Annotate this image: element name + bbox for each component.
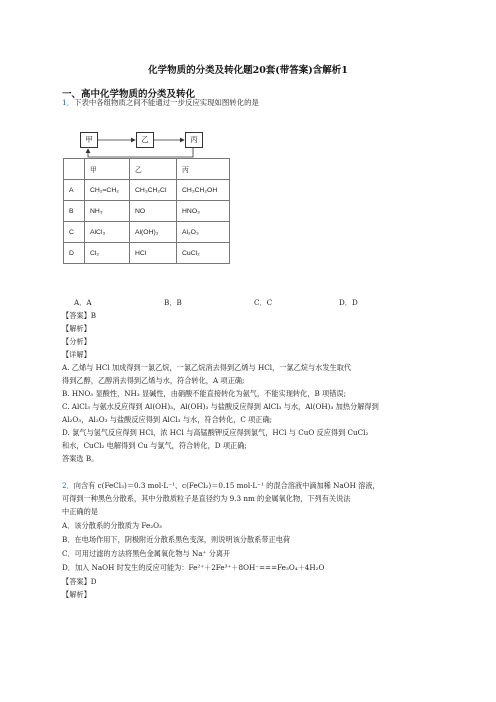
table-header-row bbox=[64, 159, 230, 180]
jiexi-label: 【解析】 bbox=[62, 324, 91, 333]
table-row bbox=[64, 222, 230, 243]
table-cell: C bbox=[64, 222, 85, 243]
question-2-jiexi: 【解析】 bbox=[62, 590, 91, 599]
table-cell: CH₃CH₂OH bbox=[177, 180, 230, 201]
table-cell: A bbox=[64, 180, 85, 201]
options-table bbox=[63, 158, 230, 264]
detail-line: A. 乙烯与 HCl 加成得到一氯乙烷，一氯乙烷消去得到乙烯与 HCl，一氯乙烷与水发生取代 bbox=[62, 363, 352, 372]
question-2-option-b: B．在电场作用下，阴极附近分散系黑色变深，则说明该分散系带正电荷 bbox=[62, 535, 291, 544]
table-row bbox=[64, 201, 230, 222]
option-b: B．B bbox=[164, 298, 182, 307]
option-d: D．D bbox=[339, 298, 358, 307]
option-c: C．C bbox=[254, 298, 273, 307]
question-2-option-d: D．加入 NaOH 时发生的反应可能为：Fe²⁺＋2Fe³⁺＋8OH⁻===Fe₃O₄＋4H₂O bbox=[62, 563, 325, 572]
question-2-stem bbox=[62, 481, 380, 491]
detail-line: 和水，CuCl₂ 电解得到 Cu 与氯气，符合转化，D 项正确; bbox=[62, 441, 247, 450]
fenxi-label: 【分析】 bbox=[62, 337, 91, 346]
detail-line: Al₂O₃，Al₂O₃ 与盐酸反应得到 AlCl₃ 与水，符合转化，C 项正确; bbox=[62, 415, 273, 424]
section-heading: 一、高中化学物质的分类及转化 bbox=[62, 89, 196, 100]
table-cell: CH₂=CH₂ bbox=[85, 180, 130, 201]
question-2-text-line: 可得到一种黑色分散系，其中分散质粒子是直径约为 9.3 nm 的金属氧化物，下列有关说法 bbox=[62, 494, 351, 503]
table-cell bbox=[64, 159, 85, 180]
box-yi: 乙 bbox=[136, 132, 154, 148]
detail-line: B. HNO₃ 显酸性，NH₃ 显碱性，由硝酸不能直接转化为氨气，不能实现转化，B 项错误; bbox=[62, 389, 346, 398]
option-a: A．A bbox=[74, 298, 92, 307]
detail-line: 得到乙醇，乙醇消去得到乙烯与水，符合转化，A 项正确; bbox=[62, 376, 245, 385]
question-2-option-c: C．可用过滤的方法将黑色金属氧化物与 Na⁺ 分离开 bbox=[62, 549, 231, 558]
table-cell: CuCl₂ bbox=[177, 243, 230, 264]
question-2-text-line: 中正确的是 bbox=[62, 507, 98, 516]
question-2-text: 向含有 c(FeCl₃)＝0.3 mol·L⁻¹、c(FeCl₂)＝0.15 mol·L⁻¹ 的混合溶液中滴加稀 NaOH 溶液， bbox=[73, 481, 380, 490]
detail-line: 答案选 B。 bbox=[62, 454, 99, 463]
table-cell: HNO₃ bbox=[177, 201, 230, 222]
table-row bbox=[64, 180, 230, 201]
table-cell: 乙 bbox=[130, 159, 177, 180]
question-2-number: 2． bbox=[62, 481, 74, 490]
table-cell: Al(OH)₃ bbox=[130, 222, 177, 243]
table-cell: NO bbox=[130, 201, 177, 222]
answer-label: 【答案】B bbox=[62, 311, 97, 320]
detail-line: D. 氯气与氢气反应得到 HCl，浓 HCl 与高锰酸钾反应得到氯气，HCl 与 CuO 反应得到 CuCl₂ bbox=[62, 428, 369, 437]
question-1-text: 下表中各组物质之间不能通过一步反应实现如图转化的是 bbox=[74, 98, 259, 107]
table-cell: CH₃CH₂Cl bbox=[130, 180, 177, 201]
page-title: 化学物质的分类及转化题20套(带答案)含解析1 bbox=[148, 65, 348, 76]
table-row bbox=[64, 243, 230, 264]
xiangjie-label: 【详解】 bbox=[62, 350, 91, 359]
question-1-stem bbox=[62, 98, 259, 108]
table-cell: 甲 bbox=[85, 159, 130, 180]
table-cell: 丙 bbox=[177, 159, 230, 180]
table-cell: Cl₂ bbox=[85, 243, 130, 264]
table-cell: B bbox=[64, 201, 85, 222]
table-cell: NH₃ bbox=[85, 201, 130, 222]
table-cell: AlCl₃ bbox=[85, 222, 130, 243]
question-2-option-a: A．该分散系的分散质为 Fe₂O₃ bbox=[62, 521, 162, 530]
table-cell: D bbox=[64, 243, 85, 264]
box-bing: 丙 bbox=[185, 132, 203, 148]
question-2-answer: 【答案】D bbox=[62, 577, 97, 586]
table-cell: HCl bbox=[130, 243, 177, 264]
box-jia: 甲 bbox=[80, 132, 98, 148]
question-1-number: 1． bbox=[62, 98, 75, 107]
table-cell: Al₂O₃ bbox=[177, 222, 230, 243]
detail-line: C. AlCl₃ 与氨水反应得到 Al(OH)₃，Al(OH)₃ 与盐酸反应得到 AlCl₃ 与水，Al(OH)₃ 加热分解得到 bbox=[62, 402, 379, 411]
